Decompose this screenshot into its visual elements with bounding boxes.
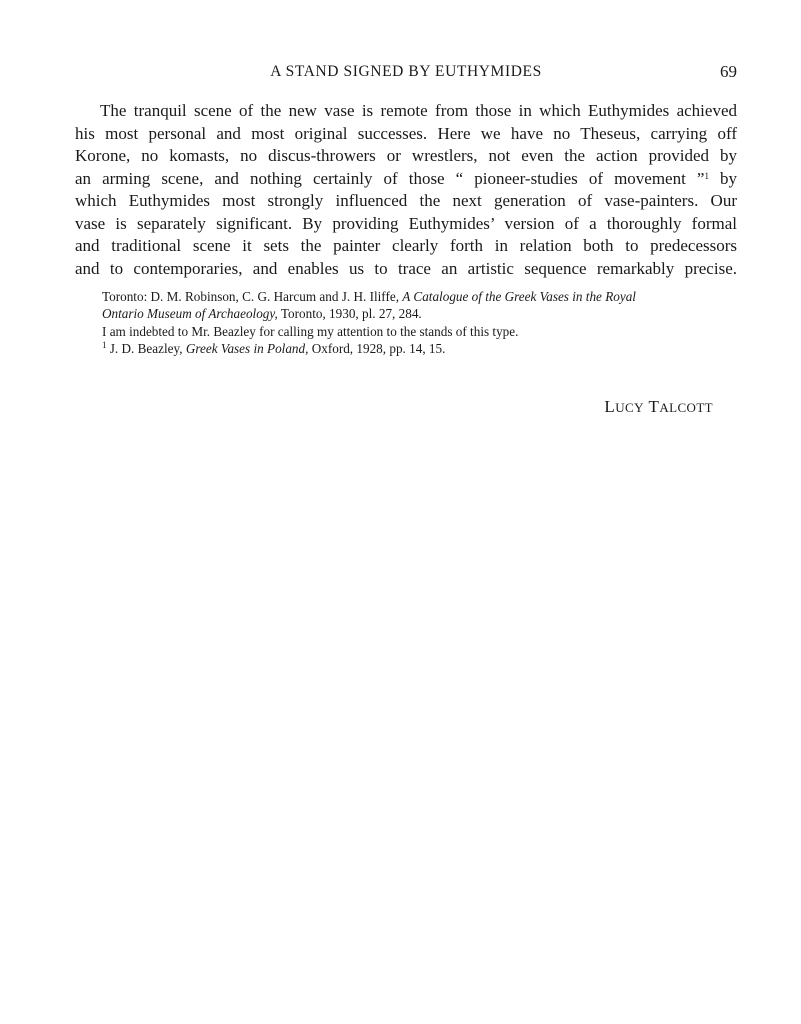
toronto-title-a: A Catalogue of the Greek Vases in the Royal [402, 289, 636, 304]
footnote-1 [75, 341, 737, 358]
footnote-rest: Oxford, 1928, pp. 14, 15. [311, 340, 446, 356]
body-line: vase is separately significant. By providing Euthymides’ version of a thoroughly formal [75, 213, 737, 233]
notes-section [75, 289, 737, 357]
acknowledgement-note: I am indebted to Mr. Beazley for calling my attention to the stands of this type. [102, 324, 519, 339]
body-line: which Euthymides most strongly influenced the next generation of vase-painters. Our [75, 191, 737, 210]
body-line: his most personal and most original successes. Here we have no Theseus, carrying off [75, 123, 737, 143]
last-initial: T [648, 397, 660, 416]
footnote-marker: 1 [704, 170, 709, 181]
footnote-author: J. D. Beazley, [109, 340, 183, 356]
toronto-title-b: Ontario Museum of Archaeology, [102, 305, 278, 321]
body-line-tail: by [720, 168, 737, 188]
footnote-title: Greek Vases in Poland, [185, 340, 309, 356]
footnote-number: 1 [102, 339, 107, 350]
first-initial: L [604, 397, 616, 416]
body-paragraph [75, 100, 737, 280]
body-line: and traditional scene it sets the painter clearly forth in relation both to predecessors [75, 236, 737, 255]
last-rest: ALCOTT [659, 400, 713, 415]
running-title: A STAND SIGNED BY EUTHYMIDES [270, 63, 542, 80]
toronto-reference [75, 289, 737, 306]
first-rest: UCY [615, 400, 644, 415]
body-line: and to contemporaries, and enables us to trace an artistic sequence remarkably precise. [75, 258, 737, 278]
author-signature [604, 397, 713, 417]
running-head [75, 63, 737, 85]
body-line-text: an arming scene, and nothing certainly of those “ pioneer-studies of movement ” [75, 168, 705, 188]
toronto-suffix: Toronto, 1930, pl. 27, 284. [280, 305, 422, 321]
body-line-with-footnote [75, 168, 737, 191]
toronto-reference-cont [75, 306, 737, 323]
body-line: The tranquil scene of the new vase is remote from those in which Euthymides achieved [100, 101, 737, 120]
toronto-prefix: Toronto: D. M. Robinson, C. G. Harcum and J. H. Iliffe, [102, 289, 399, 304]
body-line: Korone, no komasts, no discus-throwers or wrestlers, not even the action provided by [75, 146, 737, 165]
page-number: 69 [720, 62, 737, 81]
